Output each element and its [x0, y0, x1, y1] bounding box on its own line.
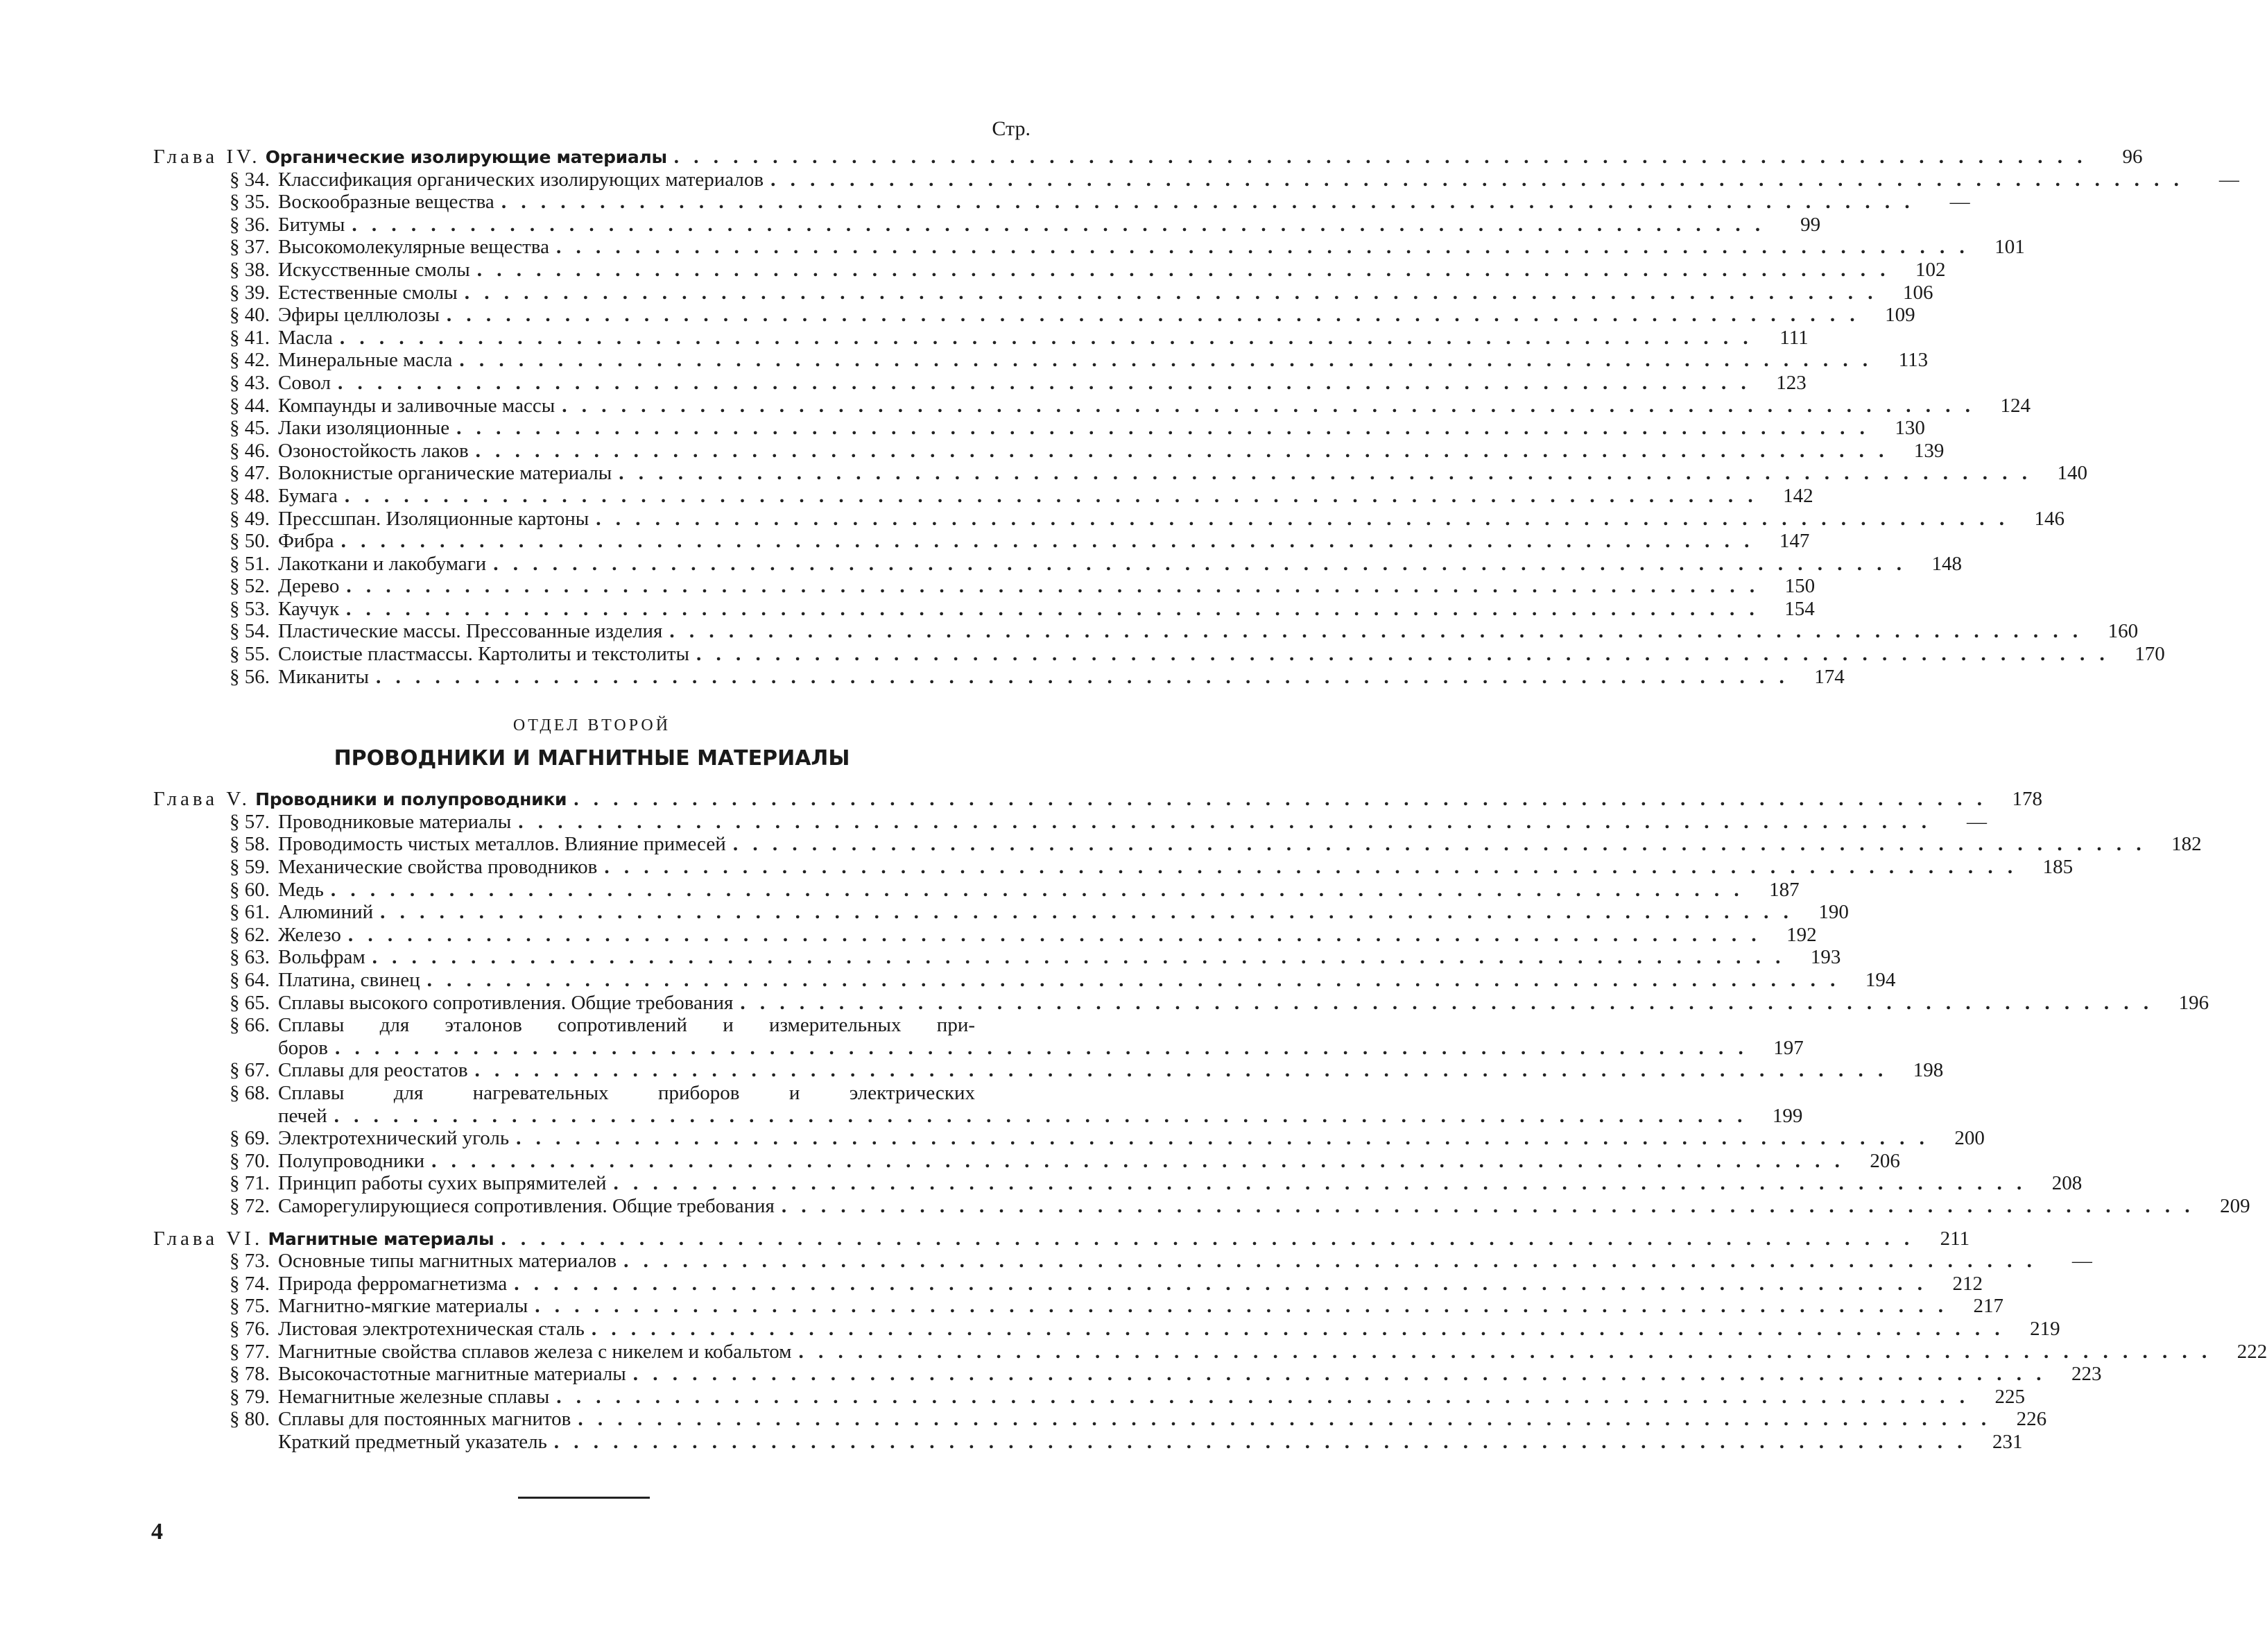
dot-leader: [427, 969, 1841, 992]
section-entry: [153, 1317, 2060, 1341]
section-entry-continuation: [153, 1104, 1803, 1128]
section-entry: [153, 484, 1813, 508]
page-number: 196: [2178, 991, 2209, 1014]
dot-leader: [578, 1408, 1991, 1431]
dot-leader: [604, 856, 2017, 879]
dot-leader: [501, 191, 1915, 214]
section-entry: [153, 326, 1809, 350]
section-entry: [153, 575, 1816, 598]
section-number: § 71.: [230, 1172, 270, 1195]
section-title: Электротехнический уголь: [278, 1127, 510, 1150]
section-title: Слоистые пластмассы. Картолиты и текстолиты: [278, 643, 690, 666]
page-number: 185: [2042, 856, 2074, 879]
section-entry: [153, 191, 1970, 214]
section-entry: [153, 1408, 2047, 1431]
section-number: § 69.: [230, 1127, 270, 1150]
section-title-line1: Сплавы для эталонов сопротивлений и измерительных при-: [278, 1014, 975, 1037]
page-number: 170: [2135, 643, 2165, 666]
page-number: 96: [2122, 146, 2143, 168]
dot-leader: [556, 236, 1969, 259]
page-number: 150: [1784, 575, 1816, 598]
page-number: 130: [1895, 417, 1925, 440]
section-entry: [153, 349, 1929, 372]
part-title: ПРОВОДНИКИ И МАГНИТНЫЕ МАТЕРИАЛЫ: [334, 746, 850, 771]
chapter-title: Магнитные материалы: [268, 1228, 494, 1249]
section-title: Вольфрам: [278, 946, 365, 969]
chapter-title: Проводники и полупроводники: [255, 789, 567, 810]
section-entry: [153, 810, 1987, 834]
dot-leader: [431, 1150, 1845, 1173]
page-number: 209: [2220, 1194, 2250, 1217]
dot-leader: [574, 788, 1987, 811]
dot-leader: [556, 1386, 1969, 1409]
page-number: 222: [2236, 1340, 2267, 1363]
chapter-prefix: Глава V.: [153, 788, 250, 811]
section-title: Битумы: [278, 213, 345, 236]
section-entry: [153, 665, 1845, 689]
section-entry: [153, 969, 1896, 992]
section-entry: [153, 597, 1815, 621]
section-entry: [153, 856, 2074, 879]
section-number: § 52.: [230, 575, 270, 598]
section-number: § 45.: [230, 417, 270, 440]
section-number: § 48.: [230, 484, 270, 507]
page-number: 109: [1885, 304, 1915, 327]
dot-leader: [633, 1363, 2046, 1386]
section-number: § 79.: [230, 1385, 270, 1408]
section-number: § 62.: [230, 923, 270, 946]
section-number: § 34.: [230, 168, 270, 191]
section-entry: [153, 1430, 2023, 1454]
section-title: Механические свойства проводников: [278, 856, 598, 879]
section-number: § 43.: [230, 371, 270, 394]
section-title: Дерево: [278, 575, 340, 598]
dot-leader: [331, 879, 1744, 902]
section-entry: [153, 620, 2139, 643]
section-title: Проводниковые материалы: [278, 810, 512, 833]
dot-leader: [335, 1037, 1748, 1060]
section-number: § 51.: [230, 552, 270, 575]
dot-leader: [334, 1105, 1748, 1128]
section-entry: [153, 417, 1925, 440]
section-number: § 63.: [230, 946, 270, 969]
section-title: Прессшпан. Изоляционные картоны: [278, 507, 589, 530]
section-title-line2: печей: [278, 1104, 327, 1127]
section-title: Фибра: [278, 530, 334, 553]
section-number: § 36.: [230, 213, 270, 236]
page-number: 146: [2034, 507, 2065, 530]
dot-leader: [476, 440, 1889, 463]
table-of-contents: [153, 117, 2267, 1453]
dot-leader: [696, 643, 2110, 666]
part-label: ОТДЕЛ ВТОРОЙ: [512, 716, 671, 735]
section-entry: [153, 304, 1915, 327]
section-title: Платина, свинец: [278, 969, 420, 991]
section-entry: [153, 1363, 2102, 1386]
section-number: § 58.: [230, 833, 270, 856]
section-number: § 59.: [230, 856, 270, 879]
section-title: Сплавы для реостатов: [278, 1059, 468, 1082]
dot-leader: [341, 530, 1755, 553]
dot-leader: [518, 811, 1931, 834]
dot-leader: [535, 1295, 1948, 1318]
dot-leader: [562, 395, 1975, 418]
page-number: 113: [1898, 349, 1929, 372]
section-title: Сплавы для постоянных магнитов: [278, 1408, 571, 1431]
dot-leader: [459, 349, 1872, 372]
dot-leader: [380, 901, 1793, 924]
page-number: 212: [1952, 1272, 1983, 1295]
section-title: Озоностойкость лаков: [278, 439, 469, 462]
section-entry: [153, 1194, 2250, 1218]
dot-leader: [799, 1341, 2212, 1363]
section-number: § 80.: [230, 1408, 270, 1431]
section-entry: [153, 552, 1962, 576]
chapter-title: Органические изолирующие материалы: [265, 147, 667, 167]
section-entry: [153, 371, 1807, 395]
dot-leader: [340, 327, 1753, 350]
chapter-4-sections: [153, 168, 2239, 689]
dot-leader: [770, 169, 2184, 191]
page-number: 208: [2051, 1172, 2083, 1195]
section-entry: [153, 643, 2165, 666]
section-title: Лаки изоляционные: [278, 417, 450, 440]
section-number: § 40.: [230, 304, 270, 327]
section-title: Основные типы магнитных материалов: [278, 1250, 617, 1273]
page-number: 154: [1784, 597, 1815, 620]
page-number: 223: [2071, 1363, 2102, 1386]
page-number: 206: [1870, 1149, 1900, 1172]
chapter-6-sections: [153, 1250, 2267, 1453]
page-number: —: [2218, 168, 2239, 191]
dot-leader: [348, 924, 1761, 947]
section-title: Природа ферромагнетизма: [278, 1272, 508, 1295]
section-title: Бумага: [278, 484, 338, 507]
page-number: 200: [1954, 1127, 1985, 1150]
dot-leader: [456, 417, 1870, 440]
page-number: 211: [1940, 1227, 1970, 1250]
chapter-prefix: Глава IV.: [153, 146, 261, 168]
dot-leader: [465, 282, 1878, 304]
page-number: 174: [1814, 665, 1845, 688]
section-title: Масла: [278, 326, 333, 349]
section-entry: [153, 462, 2087, 485]
section-title: Краткий предметный указатель: [278, 1430, 547, 1453]
section-entry: [153, 281, 1933, 304]
section-number: § 68.: [230, 1081, 270, 1104]
section-number: § 61.: [230, 901, 270, 924]
section-number: § 54.: [230, 620, 270, 643]
page-number: 199: [1772, 1104, 1803, 1127]
chapter-5-entry: [153, 788, 2042, 811]
section-title-line2: боров: [278, 1036, 328, 1059]
section-title: Компаунды и заливочные массы: [278, 394, 555, 417]
page-number: 226: [2016, 1408, 2047, 1431]
section-number: § 77.: [230, 1340, 270, 1363]
section-title: Воскообразные вещества: [278, 191, 494, 214]
page-number: 101: [1994, 236, 2025, 259]
dot-leader: [740, 992, 2153, 1015]
page-number: —: [2071, 1250, 2092, 1273]
dot-leader: [352, 214, 1765, 236]
section-entry: [153, 1295, 2003, 1318]
closing-rule: [518, 1497, 650, 1499]
section-number: § 35.: [230, 191, 270, 214]
section-entry: [153, 213, 1821, 236]
section-entry: [153, 1127, 1985, 1150]
page-number: 106: [1902, 281, 1933, 304]
page-number: 182: [2171, 833, 2202, 856]
page-number: 111: [1779, 326, 1809, 349]
section-number: § 73.: [230, 1250, 270, 1273]
section-title: Эфиры целлюлозы: [278, 304, 440, 327]
page-number: 160: [2107, 620, 2139, 643]
page-number: 140: [2057, 462, 2087, 485]
section-number: § 50.: [230, 530, 270, 553]
section-number: § 76.: [230, 1317, 270, 1340]
section-title-line1: Сплавы для нагревательных приборов и электрических: [278, 1081, 975, 1104]
section-entry: [153, 1172, 2083, 1195]
section-title: Проводимость чистых металлов. Влияние примесей: [278, 833, 726, 856]
page-number: 147: [1779, 530, 1810, 553]
section-number: § 72.: [230, 1194, 270, 1217]
section-title: Естественные смолы: [278, 281, 458, 304]
dot-leader: [372, 946, 1786, 969]
dot-leader: [493, 553, 1906, 576]
section-number: § 67.: [230, 1059, 270, 1082]
section-title: Магнитные свойства сплавов железа с никелем и кобальтом: [278, 1340, 792, 1363]
page-number: 139: [1913, 439, 1945, 462]
page-number: —: [1966, 810, 1987, 833]
section-entry: [153, 168, 2239, 191]
dot-leader: [554, 1431, 1967, 1454]
section-entry: [153, 878, 1800, 902]
section-entry: [153, 236, 2025, 259]
page-number: 187: [1769, 878, 1800, 901]
section-number: § 53.: [230, 597, 270, 620]
section-title: Высокомолекулярные вещества: [278, 236, 549, 259]
section-number: § 65.: [230, 991, 270, 1014]
section-title: Высокочастотные магнитные материалы: [278, 1363, 626, 1386]
page-number: 178: [2012, 788, 2042, 811]
dot-leader: [614, 1172, 2027, 1195]
dot-leader: [619, 462, 2032, 485]
dot-leader: [346, 575, 1759, 598]
page-number: 217: [1973, 1295, 2003, 1318]
page-number: 219: [2030, 1317, 2060, 1340]
page-number: 123: [1776, 371, 1807, 394]
section-number: § 49.: [230, 507, 270, 530]
section-number: § 66.: [230, 1014, 270, 1037]
section-entry: [153, 1059, 1944, 1082]
dot-leader: [514, 1273, 1927, 1296]
page-number: 102: [1915, 258, 1946, 281]
chapter-6-entry: [153, 1227, 1970, 1250]
section-title: Лакоткани и лакобумаги: [278, 552, 487, 575]
section-number: § 37.: [230, 236, 270, 259]
dot-leader: [669, 620, 2083, 643]
dot-leader: [623, 1250, 2037, 1273]
page-number: 124: [2000, 394, 2031, 417]
section-title: Миканиты: [278, 665, 370, 688]
section-title: Искусственные смолы: [278, 258, 470, 281]
section-entry: [153, 1250, 2092, 1273]
section-number: § 60.: [230, 878, 270, 901]
section-number: § 74.: [230, 1272, 270, 1295]
section-number: § 38.: [230, 258, 270, 281]
section-entry-multiline: [153, 1082, 1031, 1105]
section-entry-multiline: [153, 1014, 1031, 1037]
section-entry: [153, 901, 1849, 924]
dot-leader: [447, 304, 1860, 327]
page-number: 192: [1786, 923, 1817, 946]
section-title: Волокнистые органические материалы: [278, 462, 612, 485]
chapter-4-entry: [153, 146, 2143, 169]
section-number: § 55.: [230, 643, 270, 666]
dot-leader: [475, 1059, 1888, 1082]
page-number: 142: [1783, 484, 1813, 507]
section-title: Немагнитные железные сплавы: [278, 1385, 550, 1408]
section-number: § 56.: [230, 665, 270, 688]
section-number: § 75.: [230, 1295, 270, 1318]
section-number: § 42.: [230, 349, 270, 372]
section-title: Совол: [278, 371, 331, 394]
dot-leader: [733, 833, 2146, 856]
page-column-label: Стр.: [992, 117, 1031, 140]
dot-leader: [516, 1127, 1929, 1150]
section-number: § 39.: [230, 281, 270, 304]
section-title: Листовая электротехническая сталь: [278, 1317, 585, 1340]
section-number: § 64.: [230, 969, 270, 991]
section-title: Полупроводники: [278, 1149, 425, 1172]
section-entry: [153, 394, 2031, 418]
dot-leader: [592, 1318, 2005, 1341]
section-entry: [153, 991, 2209, 1015]
section-entry: [153, 1149, 1900, 1173]
section-entry: [153, 1385, 2026, 1409]
page-number: 148: [1931, 552, 1962, 575]
section-title: Пластические массы. Прессованные изделия: [278, 620, 663, 643]
section-number: § 78.: [230, 1363, 270, 1386]
section-title: Алюминий: [278, 901, 374, 924]
dot-leader: [674, 146, 2087, 169]
section-entry: [153, 530, 1810, 553]
section-entry: [153, 1340, 2267, 1363]
section-number: § 57.: [230, 810, 270, 833]
page-number: 231: [1992, 1430, 2023, 1453]
section-number: § 46.: [230, 439, 270, 462]
dot-leader: [501, 1228, 1914, 1250]
page-number: 99: [1800, 213, 1821, 236]
section-entry-continuation: [153, 1036, 1804, 1060]
section-entry: [153, 507, 2065, 531]
dot-leader: [596, 508, 2009, 531]
section-title: Каучук: [278, 597, 340, 620]
dot-leader: [376, 666, 1789, 689]
dot-leader: [338, 372, 1751, 395]
dot-leader: [345, 485, 1758, 508]
section-entry: [153, 923, 1817, 947]
section-title: Сплавы высокого сопротивления. Общие требования: [278, 991, 734, 1014]
section-number: § 47.: [230, 462, 270, 485]
section-entry: [153, 1272, 1983, 1296]
section-title: Железо: [278, 923, 341, 946]
page-folio: 4: [151, 1519, 163, 1545]
page-column-header: [153, 118, 1031, 146]
dot-leader: [477, 259, 1890, 282]
section-entry: [153, 258, 1946, 282]
section-entry: [153, 439, 1945, 463]
chapter-prefix: Глава VI.: [153, 1227, 264, 1250]
section-number: § 70.: [230, 1149, 270, 1172]
section-title: Минеральные масла: [278, 349, 453, 372]
page-number: 193: [1810, 946, 1841, 969]
page-number: 190: [1818, 901, 1849, 924]
page-number: —: [1949, 191, 1970, 214]
section-entry: [153, 946, 1841, 969]
page-number: 194: [1865, 969, 1896, 991]
section-title: Магнитно-мягкие материалы: [278, 1295, 528, 1318]
dot-leader: [346, 598, 1759, 621]
page-number: 198: [1913, 1059, 1944, 1082]
dot-leader: [782, 1195, 2195, 1218]
section-number: § 44.: [230, 394, 270, 417]
section-title: Саморегулирующиеся сопротивления. Общие требования: [278, 1194, 775, 1217]
section-title: Классификация органических изолирующих материалов: [278, 168, 764, 191]
page-number: 197: [1773, 1036, 1804, 1059]
section-title: Медь: [278, 878, 324, 901]
section-title: Принцип работы сухих выпрямителей: [278, 1172, 607, 1195]
section-entry: [153, 833, 2202, 856]
section-number: § 41.: [230, 326, 270, 349]
page-number: 225: [1994, 1385, 2026, 1408]
